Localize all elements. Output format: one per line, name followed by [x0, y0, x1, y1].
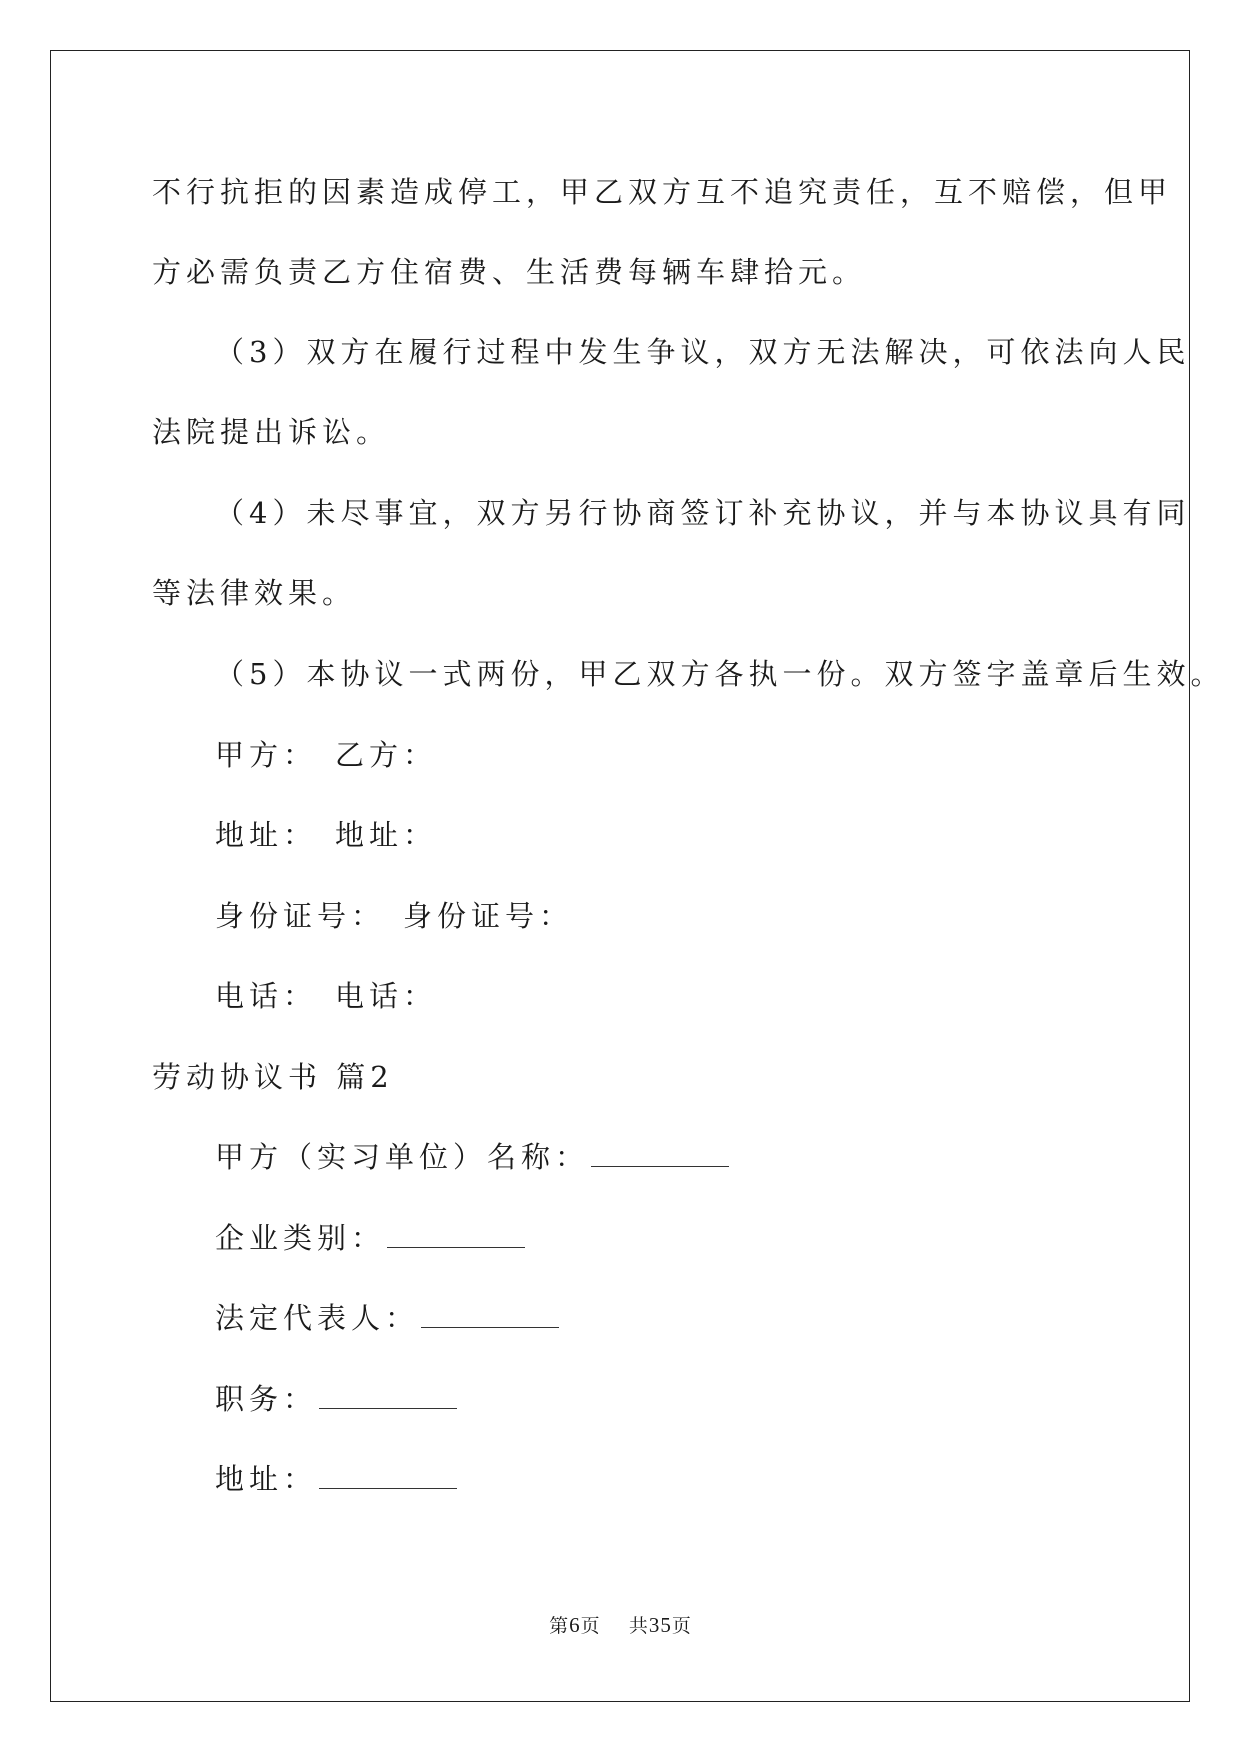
- phone-b-label: 电话：: [335, 979, 438, 1013]
- signature-id-row: [215, 896, 573, 936]
- id-a-label: 身份证号：: [215, 899, 386, 933]
- field-label: 企业类别：: [215, 1221, 386, 1255]
- field-label: 职务：: [215, 1382, 318, 1416]
- footer-total-suffix: 页: [671, 1615, 692, 1637]
- id-b-label: 身份证号：: [403, 899, 574, 933]
- blank-line: [421, 1303, 559, 1328]
- page-number: 6: [569, 1613, 581, 1637]
- phone-a-label: 电话：: [215, 979, 318, 1013]
- section-heading: 劳动协议书 篇2: [152, 1060, 394, 1094]
- party-a-label: 甲方：: [215, 738, 318, 772]
- blank-line: [387, 1223, 525, 1248]
- paragraph-line: （3）双方在履行过程中发生争议，双方无法解决，可依法向人民: [215, 335, 1191, 369]
- blank-line: [591, 1142, 729, 1167]
- field-row-legal-rep: [215, 1298, 559, 1338]
- party-b-label: 乙方：: [335, 738, 438, 772]
- field-label: 甲方（实习单位）名称：: [215, 1140, 590, 1174]
- blank-line: [319, 1464, 457, 1489]
- paragraph-line: （4）未尽事宜，双方另行协商签订补充协议，并与本协议具有同: [215, 496, 1191, 530]
- page-footer: [0, 1611, 1241, 1638]
- page-border: [50, 50, 1190, 1702]
- field-row-address: [215, 1459, 457, 1499]
- blank-line: [319, 1384, 457, 1409]
- field-label: 地址：: [215, 1462, 318, 1496]
- footer-total-prefix: 共: [628, 1615, 649, 1637]
- field-label: 法定代表人：: [215, 1301, 420, 1335]
- signature-phone-row: [215, 976, 437, 1016]
- field-row-position: [215, 1379, 457, 1419]
- paragraph-line: 等法律效果。: [152, 576, 357, 610]
- paragraph-line: 法院提出诉讼。: [152, 415, 391, 449]
- footer-page-suffix: 页: [580, 1615, 601, 1637]
- total-pages: 35: [648, 1613, 672, 1637]
- paragraph-line: （5）本协议一式两份，甲乙双方各执一份。双方签字盖章后生效。: [215, 657, 1225, 691]
- address-a-label: 地址：: [215, 818, 318, 852]
- signature-party-row: [215, 735, 437, 775]
- field-row-name: [215, 1137, 729, 1177]
- footer-prefix: 第: [549, 1615, 570, 1637]
- field-row-category: [215, 1218, 525, 1258]
- paragraph-line: 方必需负责乙方住宿费、生活费每辆车肆拾元。: [152, 255, 867, 289]
- address-b-label: 地址：: [335, 818, 438, 852]
- paragraph-line: 不行抗拒的因素造成停工，甲乙双方互不追究责任，互不赔偿，但甲: [152, 175, 1173, 209]
- signature-address-row: [215, 815, 437, 855]
